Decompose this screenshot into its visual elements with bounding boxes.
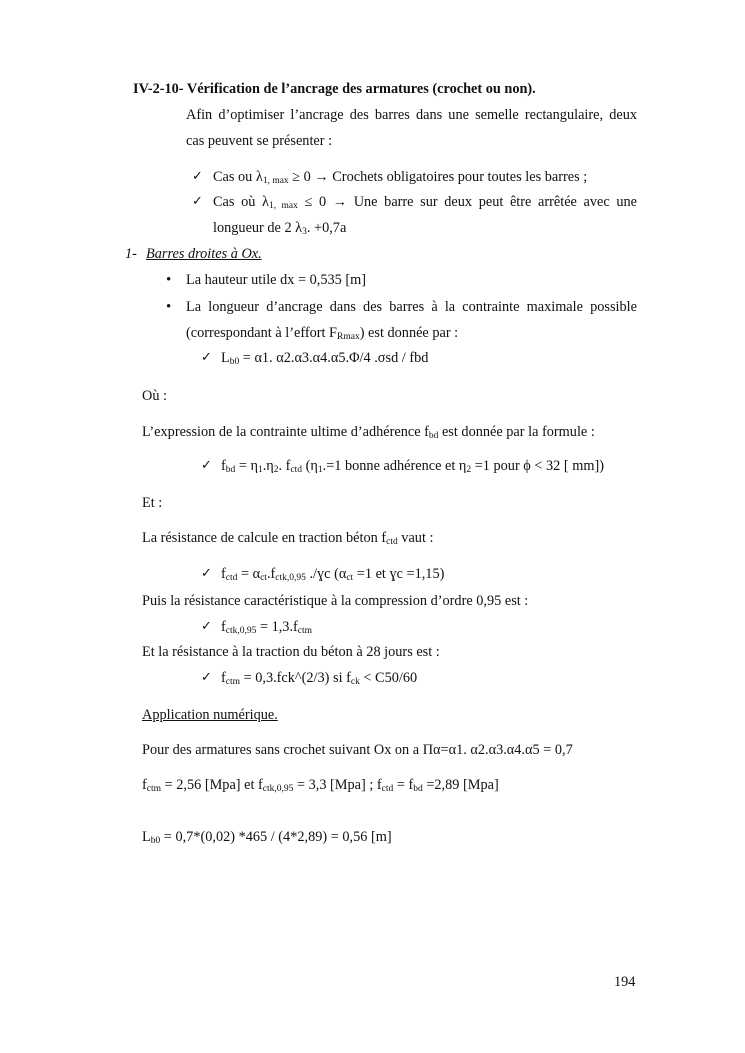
check-icon: ✓ — [201, 350, 212, 365]
expression-fbd: L’expression de la contrainte ultime d’adhérence $f_{bd}$ est donnée par la formule : — [142, 424, 595, 441]
check-icon: ✓ — [201, 458, 212, 473]
formula-fctk: $f_{ctk,0,95} = 1,3.f_{ctm}$ — [221, 619, 313, 636]
intro-line-1: Afin d’optimiser l’ancrage des barres dans une semelle rectangulaire, deux — [186, 107, 637, 123]
section-heading: IV-2-10- Vérification de l’ancrage des armatures (crochet ou non). — [133, 81, 536, 97]
bullet-icon: • — [166, 299, 172, 315]
application-title: Application numérique. — [142, 707, 278, 723]
formula-fctd: $f_{ctd} = \alpha_{ct}.f_{ctk,0,95}$ ./ɣc ($\alpha_{ct} =1$ et ɣc =1,15) — [221, 566, 445, 583]
values-line: $f_{ctm} = 2,56$ [Mpa] et $f_{ctk,0,95} = 3,3$ [Mpa] ; $f_{ctd} = f_{bd} =2,89$ [Mpa] — [142, 777, 499, 794]
bullet-2-line-1: La longueur d’ancrage dans des barres à la contrainte maximale possible — [186, 299, 637, 315]
formula-fbd: $f_{bd} = \eta_1.\eta_2$. $f_{ctd}$ ($\eta_1.=1$ bonne adhérence et $\eta_2 =1$ pour ϕ < 32 [ mm]) — [221, 458, 604, 475]
result-line: $L_{b0} = 0,7*(0,02)$ *465 / (4*2,89) = 0,56 [m] — [142, 829, 392, 846]
intro-line-2: cas peuvent se présenter : — [186, 133, 333, 149]
case-2: Cas où $\lambda_{1, max} \le 0$ → Une barre sur deux peut être arrêtée avec une — [213, 194, 637, 211]
check-icon: ✓ — [192, 169, 203, 184]
formula-fctm: $f_{ctm}$ = 0,3.fck^(2/3) si $f_{ck} < C50/60$ — [221, 670, 418, 687]
application-line: Pour des armatures sans crochet suivant Ox on a Πα=α1. α2.α3.α4.α5 = 0,7 — [142, 742, 573, 758]
subsection-number: 1- — [125, 246, 137, 262]
ou-label: Où : — [142, 388, 168, 404]
check-icon: ✓ — [201, 566, 212, 581]
subsection-title: Barres droites à Ox. — [146, 246, 262, 262]
et-label: Et : — [142, 495, 163, 511]
puis-line: Puis la résistance caractéristique à la compression d’ordre 0,95 est : — [142, 593, 529, 609]
page-number: 194 — [614, 974, 636, 990]
check-icon: ✓ — [192, 194, 203, 209]
resistance-fctd: La résistance de calcule en traction béton $f_{ctd}$ vaut : — [142, 530, 434, 547]
bullet-icon: • — [166, 272, 172, 288]
formula-lb0: $L_{b0} = \alpha 1$. α2.α3.α4.α5.Φ/4 .σsd / fbd — [221, 350, 429, 367]
bullet-1: La hauteur utile dx = 0,535 [m] — [186, 272, 366, 288]
case-2-continued: longueur de 2 $\lambda_3$. +0,7a — [213, 220, 347, 237]
bullet-2-line-2: (correspondant à l’effort $F_{Rmax}$) est donnée par : — [186, 325, 459, 342]
check-icon: ✓ — [201, 670, 212, 685]
check-icon: ✓ — [201, 619, 212, 634]
et-resistance-line: Et la résistance à la traction du béton à 28 jours est : — [142, 644, 440, 660]
case-1: Cas ou $\lambda_{1, max} \ge 0$ → Crochets obligatoires pour toutes les barres ; — [213, 169, 588, 186]
